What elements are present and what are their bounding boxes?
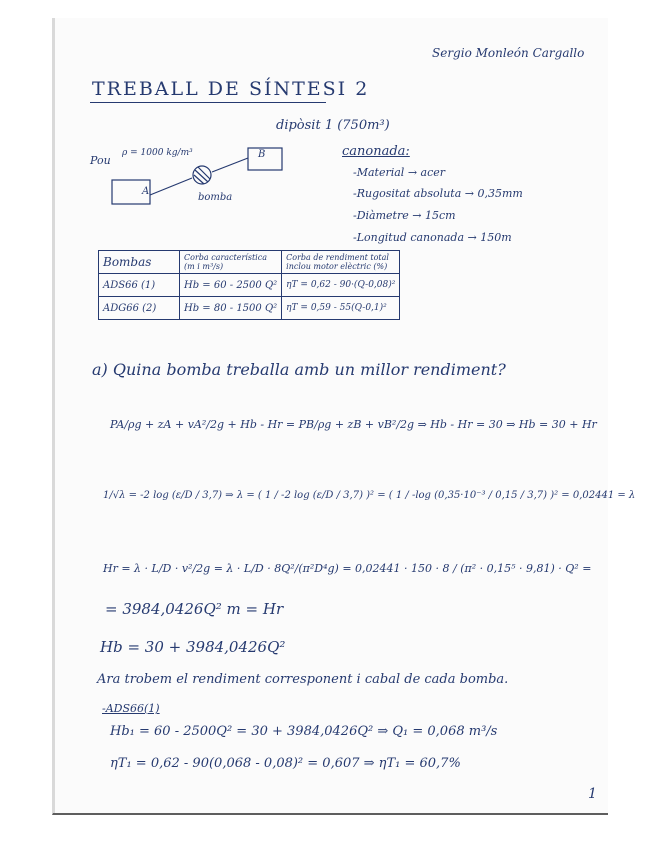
explanation-line: Ara trobem el rendiment corresponent i cabal de cada bomba. xyxy=(97,672,509,687)
title-underline xyxy=(90,102,326,103)
page-binding-edge xyxy=(52,18,55,813)
table-header-cell: Corba de rendiment total inclou motor elèctric (%) xyxy=(282,251,400,274)
tank-a-label: A xyxy=(142,186,150,197)
deposit-label: dipòsit 1 (750m³) xyxy=(276,118,390,133)
bernoulli-equation: PA/ρg + zA + vA²/2g + Hb - Hr = PB/ρg + zB + vB²/2g ⇒ Hb - Hr = 30 ⇒ Hb = 30 + Hr xyxy=(110,418,597,431)
table-header-cell: Bombas xyxy=(99,251,180,274)
table-header-row xyxy=(99,251,400,274)
q1-equation: Hb₁ = 60 - 2500Q² = 30 + 3984,0426Q² ⇒ Q₁ = 0,068 m³/s xyxy=(110,724,498,739)
table-cell: ADG66 (2) xyxy=(99,297,180,320)
pump-symbol xyxy=(193,166,211,184)
pipe-item: -Material → acer xyxy=(353,166,446,179)
hb-total: Hb = 30 + 3984,0426Q² xyxy=(100,638,286,656)
pipe-item: -Rugositat absoluta → 0,35mm xyxy=(353,187,523,200)
pipe-heading: canonada: xyxy=(342,144,410,159)
page-number: 1 xyxy=(588,786,597,802)
table-cell: Hb = 80 - 1500 Q² xyxy=(180,297,282,320)
tank-b-label: B xyxy=(258,149,266,160)
question-a: a) Quina bomba treballa amb un millor rendiment? xyxy=(92,360,506,379)
author-name: Sergio Monleón Cargallo xyxy=(432,46,585,60)
page-title: TREBALL DE SÍNTESI 2 xyxy=(92,78,370,100)
colebrook-equation: 1/√λ = -2 log (ε/D / 3,7) ⇒ λ = ( 1 / -2 log (ε/D / 3,7) )² = ( 1 / -log (0,35·10⁻³ / 0,15 / 3,7) )² = 0,02441 = λ xyxy=(103,490,636,501)
pipe-a-pump xyxy=(150,178,192,195)
eta1-equation: ηT₁ = 0,62 - 90(0,068 - 0,08)² = 0,607 ⇒ ηT₁ = 60,7% xyxy=(110,756,461,771)
table-cell: ηT = 0,59 - 55(Q-0,1)² xyxy=(282,297,400,320)
pou-label: Pou xyxy=(90,154,111,167)
hr-formula: Hr = λ · L/D · v²/2g = λ · L/D · 8Q²/(π²D⁴g) = 0,02441 · 150 · 8 / (π² · 0,15⁵ · 9,81) · Q² = xyxy=(103,562,592,575)
table-row xyxy=(99,274,400,297)
pump-table xyxy=(98,250,400,320)
pump1-subheading: -ADS66(1) xyxy=(102,702,160,715)
pipe-item: -Diàmetre → 15cm xyxy=(353,209,456,222)
notebook-page xyxy=(52,18,608,815)
system-diagram xyxy=(82,140,312,220)
table-row xyxy=(99,297,400,320)
table-cell: Hb = 60 - 2500 Q² xyxy=(180,274,282,297)
density-label: ρ = 1000 kg/m³ xyxy=(122,148,193,158)
pipe-pump-b xyxy=(212,158,248,172)
table-header-cell: Corba característica (m i m³/s) xyxy=(180,251,282,274)
table-cell: ηT = 0,62 - 90·(Q-0,08)² xyxy=(282,274,400,297)
table-cell: ADS66 (1) xyxy=(99,274,180,297)
hr-result: = 3984,0426Q² m = Hr xyxy=(105,600,284,618)
pump-label: bomba xyxy=(198,192,233,203)
pipe-item: -Longitud canonada → 150m xyxy=(353,231,512,244)
